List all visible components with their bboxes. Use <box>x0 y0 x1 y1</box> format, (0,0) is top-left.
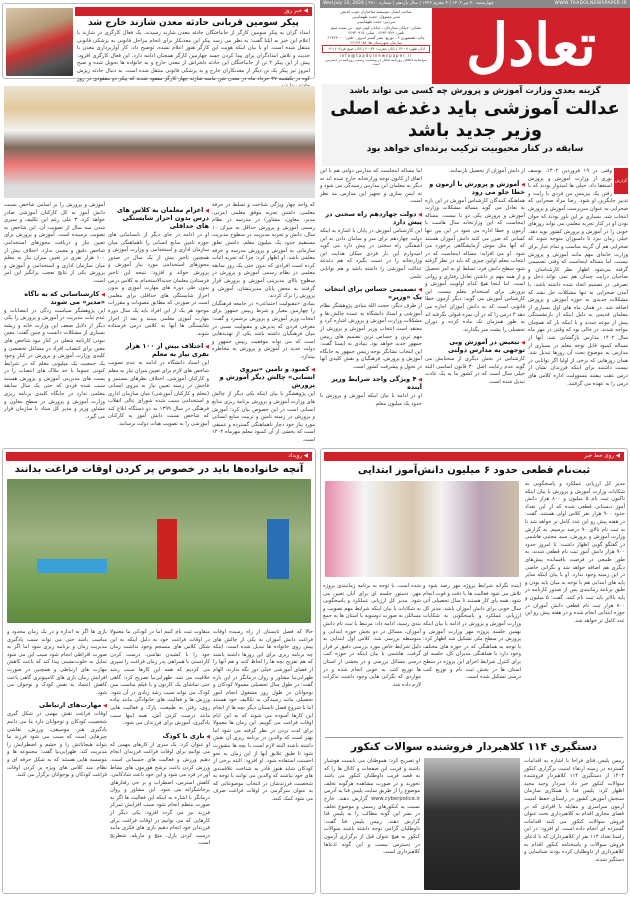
suspect-photo <box>424 758 520 890</box>
classroom-photo <box>4 86 315 198</box>
article-text: آموزش و پرورش را بر اساس شاخص نسبت دانش آموز به کل کارکنان آموزشی صادر خواهد کرد. ۳ علی رغم این تکلیف و سپری شدن سه سال از تصویب آن، این شاخص به تصویب نرسیده است. آموزش و پرورش برای تعیین نیاز و دریافت مجوزهای استخدامی شاخص دقیق و معینی ندارد. اختلاف بیش از ۱۰۰ هزار نفری در تعیین میزان نیاز به معلم میان سازمان اداری و استخدامی و آموزش و پرورش یکی از نتایج تعجب برانگیز این امر است. <box>4 202 105 284</box>
subheading: ◀ تصمیمی حساس برای انتخاب یک «وزیر» <box>320 285 422 301</box>
lead-headlines <box>322 84 628 166</box>
subheading: ◀ کارشناسانی که به ناگاه «مدیر» می شوند <box>4 290 105 306</box>
info-line: تلفن: ۶۶۹۳۰۷۲۹ - نمابر: ۶۶۹۳۰۹۱۷ <box>347 29 405 35</box>
news-of-day-body: امداد گران به پیکر سومین کارگر از جانباختگان حادثه معدن شازند رسیدند. یک فعال کارگری در شازند با اعلام این خبر به ایلنا گفت: به نظر می رسد پیکر این معدنکار برای انجام مراحل قانونی به پزشکی قانونی منتقل شده است. او با بیان اینکه هویت این کارگر هنوز اعلام نشده، توضیح داد: کار آواربرداری معدن با جدیت و تلاش امدادگران برای پیدا کردن جسد چهارمین کارگر همچنان ادامه دارد. این فعال کارگری افزود: پیش از این پیکر ۲ تن از جانباختگان این حادثه دلخراش از معدن خارج و به خانواده ها تحویل شده و صبح امروز نیز پیکر یک تن دیگر از معدنکاران خارج و به پزشکی قانونی منتقل شده است. به دنبال حادثه ریزش کوه در یکشنبه ۲۷ خرداد ماه در معدن شن ماسه شازند چهار کارگر مفقود شدند که پیکر دو مفقودی در روز <box>77 30 310 82</box>
lead-title-1: عدالت آموزشی باید دغدغه اصلی <box>330 98 620 119</box>
date-bar <box>320 0 630 8</box>
konkur-columns <box>324 758 624 890</box>
lead-cont-col-1 <box>212 202 315 444</box>
article-text: این استاد دانشگاه در ادامه به عدم تصویب شاخص های لازم برای تعیین میزان نیاز به معلم و کارکنان آموزشی، اختلاف نظرهای مستمر و فاحش در زمینه تعیین نیاز به نیروی انسانی (معلم و کارکنان آموزشی) میان سازمان اداری و استخدامی سبب شده شورای عالی انقلاب فرهنگی در سال ۱۳۹۹ به دو دستگاه ابلاغ کند که شاخص نسبت دانش آموز به کارکنان آموزشی را به تصویب هیات دولت برسانند. <box>108 360 209 428</box>
masthead-logo <box>432 8 630 84</box>
article-text: او در ادامه با بیان اینکه آموزش و پرورش با حدود یک میلیون معلم <box>320 393 422 408</box>
info-line: چاپ: همشهری ۲ - توزیع: نشر گستر امروز - تلفن: ۶۱۹۳۳۰۰۰ <box>327 35 425 41</box>
subheading: ◀ مهارت‌های ارتباطی <box>7 701 107 709</box>
article-text: اوقات فراغت نقش مهمی در شکل گیری شخصیت کودکان و نوجوانان دارد ما می دانیم یادگیری هنر، موسیقی، ورزش، نقاشی چیزهایی است که سبب می شود فرزند ما بتواند هیجاناتش را و خشم و اضطرابش را مدیریت کند. ظهرابی‌نیا گفت: مجموعه ها و موسسه هایی هستند که به شکل حرفه ای و نظام مند کلاس های ویژه پر کردن اوقات فراغت کودکان و نوجوانان برگزار می کنند. <box>7 711 107 779</box>
article-text: کارشناس در بخش دیگری از سخنانش می گوید عدم رعایت اصل ۳۰ قانون اساسی البته خیلی سال است که در کشور ما به یک عادت تبدیل شده است. <box>425 356 525 386</box>
news-of-day-title: پیکر سومین قربانی حادثه معدن شازند خارج شد <box>88 18 299 28</box>
news-of-day <box>2 3 315 82</box>
kids-bikes-photo <box>7 479 311 623</box>
article-text: که واجد چهار ویژگی شناخت و تسلط در حرفه معلمی، داشتن تجربه موفق معلمی (مربی، مدیر، معاون، مشاور) در مدرسه در نظام رسمی آموزش و پرورش حداقل به میزان ۱۰ سال، دانش و تجربه مدیریت در سطوح مدیریت مستقیم حدود یک میلیون معلم، داشتن تعلق سازمانی به آموزش و پرورش مدرسه و حرفه معلمی باشد. او اظهار کرد: چرا که تجربه اثبات کرده است افرادی که بدون حتی یک روز سابقه معلمی در نظام رسمی آموزش و پرورش در سطوح بالای مدیریتی آموزش و پرورش قرار گرفتند به محض پایان مدیریتشان، آموزش و پرورش را ترک کردند. <box>212 202 315 300</box>
schoolgirls-photo <box>325 481 519 577</box>
lead-col-3 <box>320 168 422 440</box>
headline-news-label: ◀ روی خط خبر <box>324 452 624 461</box>
event-col-3 <box>7 629 107 891</box>
info-line: اذان ظهر: ۱۳:۰۹ | اذان مغرب: ۲۰:۴۴ | اذان صبح فردا: ۰۴:۱۶ <box>322 45 430 52</box>
lead-title-2: وزیر جدید باشد <box>407 120 543 141</box>
news-of-day-content <box>75 7 312 82</box>
masthead-info <box>322 9 430 83</box>
konkur-article <box>324 740 624 890</box>
headline-news-col-1: مدیر کل ارزیابی عملکرد و پاسخگویی به شکایات وزارت آموزش و پرورش با بیان اینکه تاکنون ثبت نام ۵ میلیون و ۸۰۰ هزار دانش آموز دبستانی قطعی شده که از این تعداد حدود ۹۰۰ هزار نفر کلاس اولی هستند، گفت: در هفته پیش رو این عدد کامل تر خواهد شد تا به ثبت نام بالای ۹۰ درصد برسیم. به گزارش وزارت آموزش و پرورش، سید مجتبی هاشمی در گفتگو گویی اظهار داشت: تا امروز حدود ۹۰۰ هزار دانش آموز ثبت نام قطعی شدند. به طور طبیعی در فرصت باقیمانده پیش‌های دیگری هم اضافه خواهد شد و نگرانی خاصی در این زمینه وجود ندارد. او با بیان اینکه سایر پایه های ابتدایی هم با توجه به میان پایه بودن و طبق برنامه زمانبندی پس از صدور کارنامه در پایه بالاتر باید ثبت نام کنند، گفت: ۵ میلیون و ۸۰۰ هزار ثبت نام قطعی دانش آموزان در حوزه ابتدایی انجام شده و در هفته پیش رو این عدد کامل تر خواهد شد. <box>525 481 626 624</box>
article-text: این پژوهشگر با بیان اینکه یکی دیگر از چالش های وزارت آموزش و پرورش برنامه ریزی منابع انسانی است در این خصوص بیان کرد: آموزش و پرورش در زمینه تامین و تربیت منابع انسانی مورد نیاز خود دچار ناهماهنگی گسترده و عمیقی است که بخشی از آن کمبود معلم مهرماه ۱۴۰۲ است. <box>212 391 315 444</box>
article-text: این پژوهشگر سیاست زدگی در انتصابات و عدم ثبات مدیریت در آموزش و پرورش را یکی دیگر از دلایل ضعف این وزارت خانه و ریشه بسیاری از مشکلات دانست و چنین گفت: معین نبودن کارنامه شغلی در کنار نبود شاخص های معین برای انتصاب افراد در مشاغل تخصصی و کلیدی وزارت آموزش و پرورش در کنار وجود یک جمعیت یک میلیونی معلم که در شرایط کنونی عموما با حد ملاک های انتصاب را در پست های مدیریتی آموزش و پرورش هستند سبب شده فردی که حتی یک سال سابقه معلمی ندارد در جایگاه کلیدی برنامه ریزی وزارت آموزش و پرورش در سطح معاون و مشاور وزیر و مدیر کل ستاد با سازمان قرار می گیرد. <box>4 307 105 420</box>
info-line: صاحب امتیاز: موسسه ساختاران خوب اندیش <box>340 9 412 14</box>
event-col-1: حالا که فصل تابستان از راه رسیده اوقات فراغت دانش آموزان به یکی از چالش های پیش روی خانواده ها تبدیل شده است. اینکه چه برنامه ریزی برای این روزها داشته باشند که هم تفریح بچه ها را لحاظ کنند و هم آنها را از فضای آموزشی خیلی دور نگه ندارند. الهام ظهرابی‌نیا مشاور و روان درمانگر در این باره گفت: در طول سال تحصیلی معمولا کودکان و نوجوانان در طول روز مشغول انجام امور تحصیلی مانند رسیدگی به تکالیف خود هستند اما با شروع فصل تابستان دیگر بچه ها از انجام این کارها آسوده می شوند که به این ایام اوقات فراغت می گوییم. این زمان ها معمولا برای لذت بردن در نظر گرفته می شود اما بهتر است که والدین در برنامه ریزی آن نقش داشته باشند البته لازم است با بچه ها مشورت شود تا طبق علایق آنها از این زمان به نحو احسنت استفاده شود. او افزود: البته برخی از کودکان شاید هنوز قادر به شناخت علاقمندی های خود نباشند که والدین می توانند با توجه به شخصیت فرزندشان در انتخاب موضوعاتی که به عنوان سرگرمی در اوقات فراغت صرف می شود کمک کنند. <box>213 629 313 803</box>
konkur-col-2: او تصریح کرد: هموطنان می بایست هوشیار باشند و فریب این صفحات و کانال ها را که به قصد فریب داوطلبان کنکور می باشد نخورند و در صورت مشاهده هرگونه تخلف موضوع را از طریق سایت پلیس فتا به آدرس www.cyberpolice.ir گزارش دهند. خارج نسبت به کنکورهای رسمی و موضوع تخلف در نشر این گونه مطالب را به پلیس فتا گزارش دهند. رییس پلیس فتا گفت: داوطلبان گرامی توجه داشته باشند سوالات کنکور به هیچ عنوان قبل از برگزاری آزمون در دسترس نیست و این گونه ادعاها کلاهبرداری است. <box>324 758 420 856</box>
headline-news-section <box>320 448 628 894</box>
lead-col-1 <box>528 168 628 440</box>
event-label: ◀ رویداد <box>6 452 312 461</box>
info-line: سازمان شهرستان ها: ۶۶۱۳۶۰۸۸ <box>350 40 402 46</box>
article-text: او در ادامه در جای دیگر از نابسامانی های حوزه تامین منابع انسانی را ناهماهنگی میان سازمان اداری و استخدامی و وزارت آموزش و همچنین تاخیر بیش از یک سال در صدور مجوزهای استخدامی مورد نیاز آموزش و پرورش خواند و افزود: نتیجه این تاخیر فرستادن معلمان جدیدالاستخدام به کلاس درس بدون طی دوره های مهارت آموزی و بدون احراز شایستگی های حداقلی برای معلمی است در صورتی که مطابق مصوبات و مقررات موجود هر یک از این افراد باید یک سال دوره مهارت آموزی معلمی ببینند و بعد از احراز شایستگی ها آنها به کلاس درس فرستاده شوند. <box>108 232 209 337</box>
headline-news-col-2: آینده نگرانه شرایط پروژه مهر رصد شود و تلاش می شود فعالیت ها با دقت و قوت انجام شود. همه پای کار هستند تا سال تحصیلی آتی سال خوبی برای دانش آموزان باشد. مدیر کل ارزیابی عملکرد و پاسخگویی به شکایات وزارت آموزش و پرورش در ادامه با بیان اینکه نهمین جلسه پروژه مهر وزارت آموزش و پرورش در سطح ملی تشکیل شد اظهار کرد: با توجه به هماهنگی که در حوزه های مختلف وجود دارد با هماهنگی مدیران کل، جلسه ای برای کنترل شرایط اجرای این پروژه در سطح استان ها در بخش ثبت نام و توزیع کتب درسی تشکیل شده است. <box>422 583 521 681</box>
headline-news-title: ثبت‌نام قطعی حدود ۶ میلیون دانش‌آموز ابتدایی <box>357 465 591 476</box>
article-text: متفاوت ثبت نام کنیم اما در کودکی ما معمولا در اوقات فراغت خود به دلیل اینکه به این شکل کلاس های منسجم وجود نداشت زمان خود را با کشیدن نقاشی، درست کردن کاردستی با همراهی پدر زمان فراغت را سپری می کردیم که همه این کارها سبب رشد خلاقیت می شد. ظهرابی‌نیا تصریح کرد: گاهی حتی تماشای یک کارتون و یا فیلم مناسب سن کودک می تواند سبب رشد زیادی در آن شود. ورزش ها و فعالیت های خانوادگی مانند پیاده روی، رفتن به طبیعت، پارک و فعالیت هایی مانند درست کردن آش، همه اینها سبب یادگیری، آموزش برای فرزندان می شود. <box>110 629 210 727</box>
news-of-day-label: ◀ خبر روز <box>75 7 312 16</box>
konkur-title: دستگیری ۱۱۴ کلاهبردار فروشنده سوالات کنکور <box>350 741 598 753</box>
article-text: هماهنگه کنندگان کارشناس آموزش در این باره به تعادل می گوید مساله مشکلات وزارت آموزش و پرورش یکی دو تا نیست. مساله اینجاست که این وزارتخانه سال هاست با آزمون و خطا اداره می شود در این بین تنها کسانی که ضرر می کنند دانش آموزان هستند که آنها مثل موش آزمایشگاهی برخورد می شود. او می افزاید: مساله اینجاست که در انتخاب معلم اولین چیزی که باید در نظر گرفته شود سطح دانش فرد، تسلط او به امر تحصیل و از همه مهم تر داشتن تعادل رفتاری و روانی است. اما اینجا هیچ کدام اولویت آموزش و پرورش برای استخدام معلم نیست. این کارشناس آموزش می گوید: دیگر آزمون خطا قانونی است که به دانش آموزان اجازه می دهد ۴ درس را که در آن نمره قبولی نگرفته اند به طور همزمان تک ماده کرده و دوران تحصیلی را پشت سر بگذارند. <box>425 197 525 333</box>
event-title: آنچه خانواده‌ها باید در خصوص پر کردن اوقات فراغت بدانند <box>14 464 304 475</box>
subheading: ◀ بازی با کودک <box>110 732 210 740</box>
info-line: سردبیر: حجت طهماسبی <box>356 19 396 25</box>
lead-col-2 <box>425 168 525 440</box>
event-section <box>2 448 316 894</box>
info-line: نشانی: خیابان ستارخان - خیابان کوثر دوم - بن بست مینو <box>330 24 422 30</box>
event-col-2 <box>110 629 210 891</box>
article-text: بازی ها اگر به اندازه و در یک زمان محدود و مناسب باشد حتی می تواند سبب یادگیری مدیریت زمان و برنامه ریزی شود اما اگر به صورت افراطی انجام شود سبب این می شود تمایل به خلوت‌نشینی پیدا کند که باعث کاهش مهارت های ارتباطی و همچنین در صورت افزایش زمان بازی های کامپیوتری گاهی باعث کاهش اعتماد به نفس کودک و نوجوان می شود. <box>7 629 107 696</box>
lead-cont-col-3 <box>4 202 105 438</box>
headline-news-col-3: شده است. با توجه به برنامه زمانبندی پروژه مهر، دستور جلسه ای برای آنان تعیین می شود. مدیر کل ارزیابی عملکرد و پاسخگویی به شکایات با بیان اینکه شرایط مهم تصویب و مسائلی به صورت دوسویه با استان ها به جمع بندی رسید، ادامه داد: مرتبط با ثبت نام دانش آموزان، مسائل در دو بخش حوزه ابتدایی و متوسطه بررسی شد. کلاس اول ابتدایی به دلیل شرایط خاص مورد بررسی دقیق تر قرار گرفت. هاشمی با بیان اینکه در حوزه کتب درسی مسائل بررسی و در بخشی از استان ها توزیع کتب به خوبی انجام شده و در مواردی که نگرانی هایی وجود داشت تذکرات لازم داده شد. <box>323 583 421 688</box>
subheading: ◀ ۴ ویژگی واجد شرایط وزیر آینده <box>320 375 422 391</box>
report-badge: گزارش <box>614 168 628 194</box>
article-text: اما مساله اینجاست که مدارس دولتی هم با این اتفاق از کانون توجه وزارتخانه خارج شده اند نه دیگر به معلمان این مدارس رسیدگی می شود و نه ایمن سازی و تجهیز این مدارس مد نظر است. <box>320 168 422 205</box>
subheading: ◀ اختلاف بیش از ۱۰۰ هزار نفری نیاز به معلم <box>108 342 209 358</box>
mine-rescue-photo <box>6 8 73 76</box>
date-text: چهارشنبه ۲۰ تیر ۱۴۰۳ | ۴ محرم ۱۴۴۶ | سال یازدهم | شماره ۳۸۱۰ | Wed.July 10, 2024 <box>323 1 494 6</box>
article-text: بنیادی «مقبولیت اجتماعی» در جامعه فرهنگیان را چهارمین معیار و شرط رییس جمهور برای انتخاب وزیر آموزش و پرورش برشمرد و گفت: معرفی فردی که پذیرش و مقبولیت نسبی در میان فرهنگیان داشته باشد یکی از تهدیدهایی است که می تواند موفقیت رییس جمهور و دولت جدید در آموزش و پرورش به مخاطره بیندازد. <box>212 300 315 360</box>
email[interactable]: info@taadolnewspaper.ir <box>339 52 413 58</box>
subheading: ◀ کمبود و تامین «نیروی انسانی» چالش دیگر آموزش و پرورش <box>212 365 315 389</box>
info-line: مدیر مسوول: حجت طهماسبی <box>351 14 401 20</box>
article-text: این کارشناس آموزش در پایان با اشاره به اینکه دولت چهاردهم برای سر و سامان دادن به این آشفتگی راه سختی در پیش دارد می گوید امیدوارم این بار فردی سکان هدایت این وزارتخانه را در دست بگیرد که هم دغدغه عدالت آموزشی را داشته باشد و هم توانایی علمی. <box>320 227 422 280</box>
subheading: ◀ اعزام معلمان به کلاس های درس بدون احراز شایستگی های حداقلی <box>108 206 209 230</box>
lead-kicker: گزینه بعدی وزارت آموزش و پرورش چه کسی می تواند باشد <box>349 86 601 96</box>
article-text: از طرف دیگر، حجت الله بنیادی پژوهشگر نظام آموزشی و استاد دانشگاه به عمده چالش ها و مشکلات وزارت آموزش و پرورش اشاره کرد و معتقد است انتخاب وزیر آموزش و پرورش از مهم ترین و حساس ترین تصمیم های رییس جمهور جدید خواهد بود. بنیادی به ایسنا گفت: این انتخاب نشانگر توجه رییس جمهور به جایگاه آموزش و پرورش، فرهنگیان و نقش کلیدی آنها در تحول و پیشرفت کشور است. <box>320 303 422 370</box>
article-text: او عنوان کرد: یک سری از کارهای مهمی که می توانیم برای اوقات فراغت فرزندان انجام دهیم ورزش و فعالیت های جسمانی است. ورزش کردن باعث ترشح هورمون های نشاط آور در فرد می شود و این خود باعث شادکامی، کاهش استرس، اضطراب و بر خی رفتارهای پرخاشگرانه می شود. این مشاور و روان درمانگر با اشاره به اینکه این فعالیت ها اگر به صورت منظم انجام شود سبب افزایش تمرکز فرزند نیز می گردد افزود: یکی دیگر از کارهایی که می توانیم در اوقات فراغت برای فرزندان خود انجام دهیم بازی های فکری مانند درست کردن پازل، منچ و مارپله، شطرنج است. <box>109 741 210 847</box>
subheading: ◀ دولت چهاردهم راه سختی در پیش دارد <box>320 210 422 226</box>
konkur-col-1: رییس پلیس فتای فراجا با اشاره به اقدامات گسترده در زمینه ارتقاء امنیت برگزاری کنکور ۱۴۰۳ از دستگیری ۱۱۴ کلاهبردار فروشنده سوالات کنکور خبر داد. سردار وحید مجید اظهار کرد: پلیس فتا با همکاری سازمان سنجش آموزش کشور در راستای حفظ امنیت آزمون سراسری و مقابله با افرادی که در فضای مجازی اقدام به کلاهبرداری تحت عنوان فروش سوالات کنکور می کنند اقدامات گسترده ای انجام داده است. او افزود: در این راستا تعداد ۱۱۴ نفر از کلاهبرداران که با ادعای فروش سوالات و پاسخنامه کنکور اقدام به کلاهبرداری از داوطلبان کرده بودند شناسایی و دستگیر شدند. <box>524 758 625 863</box>
lead-cont-col-2 <box>108 202 209 438</box>
logo-text: تعادل <box>466 11 596 79</box>
lead-subtitle: سابقه در کنار محبوبیت ترکیب برنده‌ای خواهد بود <box>366 144 584 154</box>
article-text: وقتی در ۱۹ فروردین ۱۴۰۲، یوسف نوری از وزارت آموزش و پرورش استعفا داد، خیلی ها امیدوار بودند که با رفتن یک بیزینس من فردی با رایت و تدبیر جایگزین او شود. رضا مراد صحرایی که صحرایی به عنوان سرپرست آموزش و پرورش انتخاب شد، بسیاری بر این باور بودند که جوان بودن او در کنار تجربه معلمی می تواند روزهای خوبی را در آموزش و پرورش کشور نوید دهد. خیلی زمان نبرد تا دلسوزان متوجه شوند که صحرایی هم آن گزینه مناسب و تمام عیار برای وزارت خانه‌ای مهم مانند آموزش و پرورش نیست. اما مساله اینجاست که وقتی تصمیمی گرفته می‌شود اظهار نظر کارشناسان و صاحبان درایت چندان هم نمی تواند دخل و تصرفی در تصمیم اتخاذ شده داشته باشد. با آمدن صحرایی نه تنها مشکلات حل نشد که مشکلات جدیدی به حوزه آموزش و پرورش اضافه شد. در همان ماه های اول بسیاری از معلمان قدیمی به دلیل اینکه از بازنشستگی پیش از موعد شدند و با اینکه بار که همچنان مواجه شدند. در حالی بود که وقتی در مهر ماه سال ۱۴۰۲ مدارس بازگشایی شد، آنها از مساله کمبود قابل توجه معلم در بسیاری از مدارس به موضوع بحث آن روزها تبدیل شد. همان روزهایی که برخی از اولیا اگر توانایی در بیست داشتند برای اینکه فرزندان نشان از درس عقب نیفتند مسوولیت اداره کلاس های درس را به عهده می گرفتند. <box>528 168 628 387</box>
divider <box>325 737 623 738</box>
ethics-note: مرامنامه اخلاقی روزنامه تعادل در وبسایت رسمی روزنامه در دسترس است <box>325 57 427 67</box>
subheading: ◀ آموزش و پرورش با آزمون و خطا جلو می رود <box>425 180 525 196</box>
subheading: ◀ تبعیض در آموزش وبی توجهی به مدارس دولتی <box>425 338 525 354</box>
website[interactable]: WWW.TAADOLNEWSPAPER.IR <box>554 1 627 6</box>
article-text: از دانش آموزان از تحصیل بازبمانند. <box>448 168 525 174</box>
